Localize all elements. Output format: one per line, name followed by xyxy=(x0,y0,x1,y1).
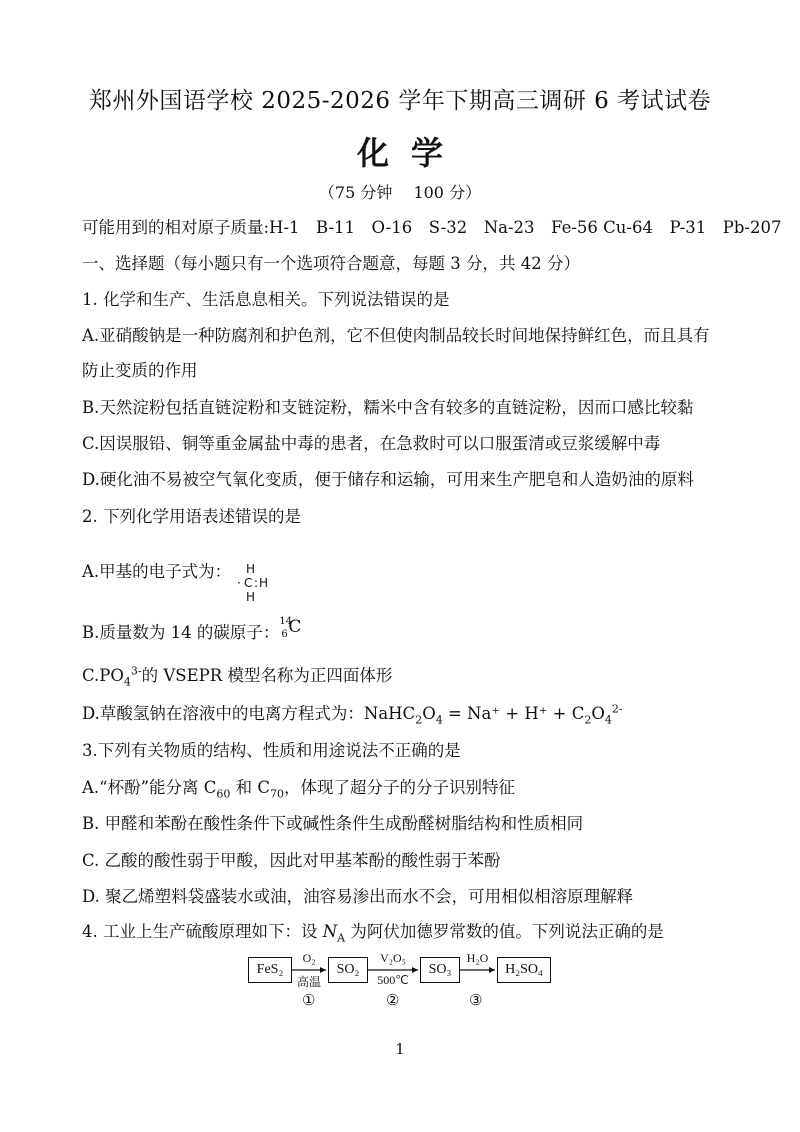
q3-option-d: D. 聚乙烯塑料袋盛装水或油，油容易渗出而水不会，可用相似相溶原理解释 xyxy=(82,887,634,906)
q1-option-d: D.硬化油不易被空气氧化变质，便于储存和运输，可用来生产肥皂和人造奶油的原料 xyxy=(82,470,694,489)
q3-option-c: C. 乙酸的酸性弱于甲酸，因此对甲基苯酚的酸性弱于苯酚 xyxy=(82,851,501,870)
box-h2so4: H₂SO₄ xyxy=(497,957,551,983)
exam-title: 郑州外国语学校 2025-2026 学年下期高三调研 6 考试试卷 xyxy=(88,88,712,114)
atomic-masses: 可能用到的相对原子质量:H-1 B-11 O-16 S-32 Na-23 Fe-56 Cu-64 P-31 Pb-207 xyxy=(82,218,782,237)
q1-option-a-cont: 防止变质的作用 xyxy=(82,361,198,380)
q1-option-b: B.天然淀粉包括直链淀粉和支链淀粉，糯米中含有较多的直链淀粉，因而口感比较黏 xyxy=(82,398,694,417)
q2-stem: 2. 下列化学用语表述错误的是 xyxy=(82,507,301,526)
step-2-label: ② xyxy=(386,991,400,1009)
q3-option-a: A.“杯酚”能分离 $C_{60}$ 和 $C_{70}$，体现了超分子的分子识别特征 xyxy=(82,778,516,801)
q2-option-b: B.质量数为 14 的碳原子： 14 6 C xyxy=(82,616,302,642)
q2-option-c: $C.PO_4^{3-}$的 VSEPR 模型名称为正四面体形 xyxy=(82,664,393,689)
cond2-catalyst: V₂O₅ xyxy=(380,951,406,965)
q4-stem: 4. 工业上生产硫酸原理如下：设 $N_A$ 为阿伏加德罗常数的值。下列说法正确的是 xyxy=(82,922,664,945)
q1-stem: 1. 化学和生产、生活息息相关。下列说法错误的是 xyxy=(82,290,450,309)
cond1-condition: 高温 xyxy=(296,975,321,989)
sulfuric-acid-process-diagram xyxy=(0,945,800,1025)
q1-option-c: C.因误服铅、铜等重金属盐中毒的患者，在急救时可以口服蛋清或豆浆缓解中毒 xyxy=(82,434,661,453)
q3-stem: 3.下列有关物质的结构、性质和用途说法不正确的是 xyxy=(82,741,461,760)
cond2-temperature: 500℃ xyxy=(377,973,409,987)
q2-option-a: A.甲基的电子式为： xyxy=(82,562,232,581)
subject-title: 化学 xyxy=(356,134,465,172)
section-heading: 一、选择题（每小题只有一个选项符合题意，每题 3 分，共 42 分） xyxy=(82,254,580,273)
cond1-reagent: O₂ xyxy=(302,951,316,965)
page-number: 1 xyxy=(395,1040,405,1058)
cond3-reagent: H₂O xyxy=(466,951,489,965)
box-so2: SO₂ xyxy=(328,957,368,983)
q2-option-d: D.草酸氢钠在溶液中的电离方程式为：$NaHC_2O_4 = Na^+ + H^+ + C_2O_4^{2-}$ xyxy=(82,702,623,727)
box-fes2: FeS₂ xyxy=(248,957,292,983)
carbon-14-isotope: 14 6 C xyxy=(279,616,302,640)
exam-time-score: （75 分钟 100 分） xyxy=(318,183,482,202)
q1-option-a: A.亚硝酸钠是一种防腐剂和护色剂，它不但使肉制品较长时间地保持鲜红色，而且具有 xyxy=(82,326,710,345)
box-so3: SO₃ xyxy=(420,957,460,983)
step-3-label: ③ xyxy=(469,991,483,1009)
step-1-label: ① xyxy=(302,991,316,1009)
q3-option-b: B. 甲醛和苯酚在酸性条件下或碱性条件生成酚醛树脂结构和性质相同 xyxy=(82,814,584,833)
methyl-electron-formula: H · C : H H xyxy=(237,562,269,604)
